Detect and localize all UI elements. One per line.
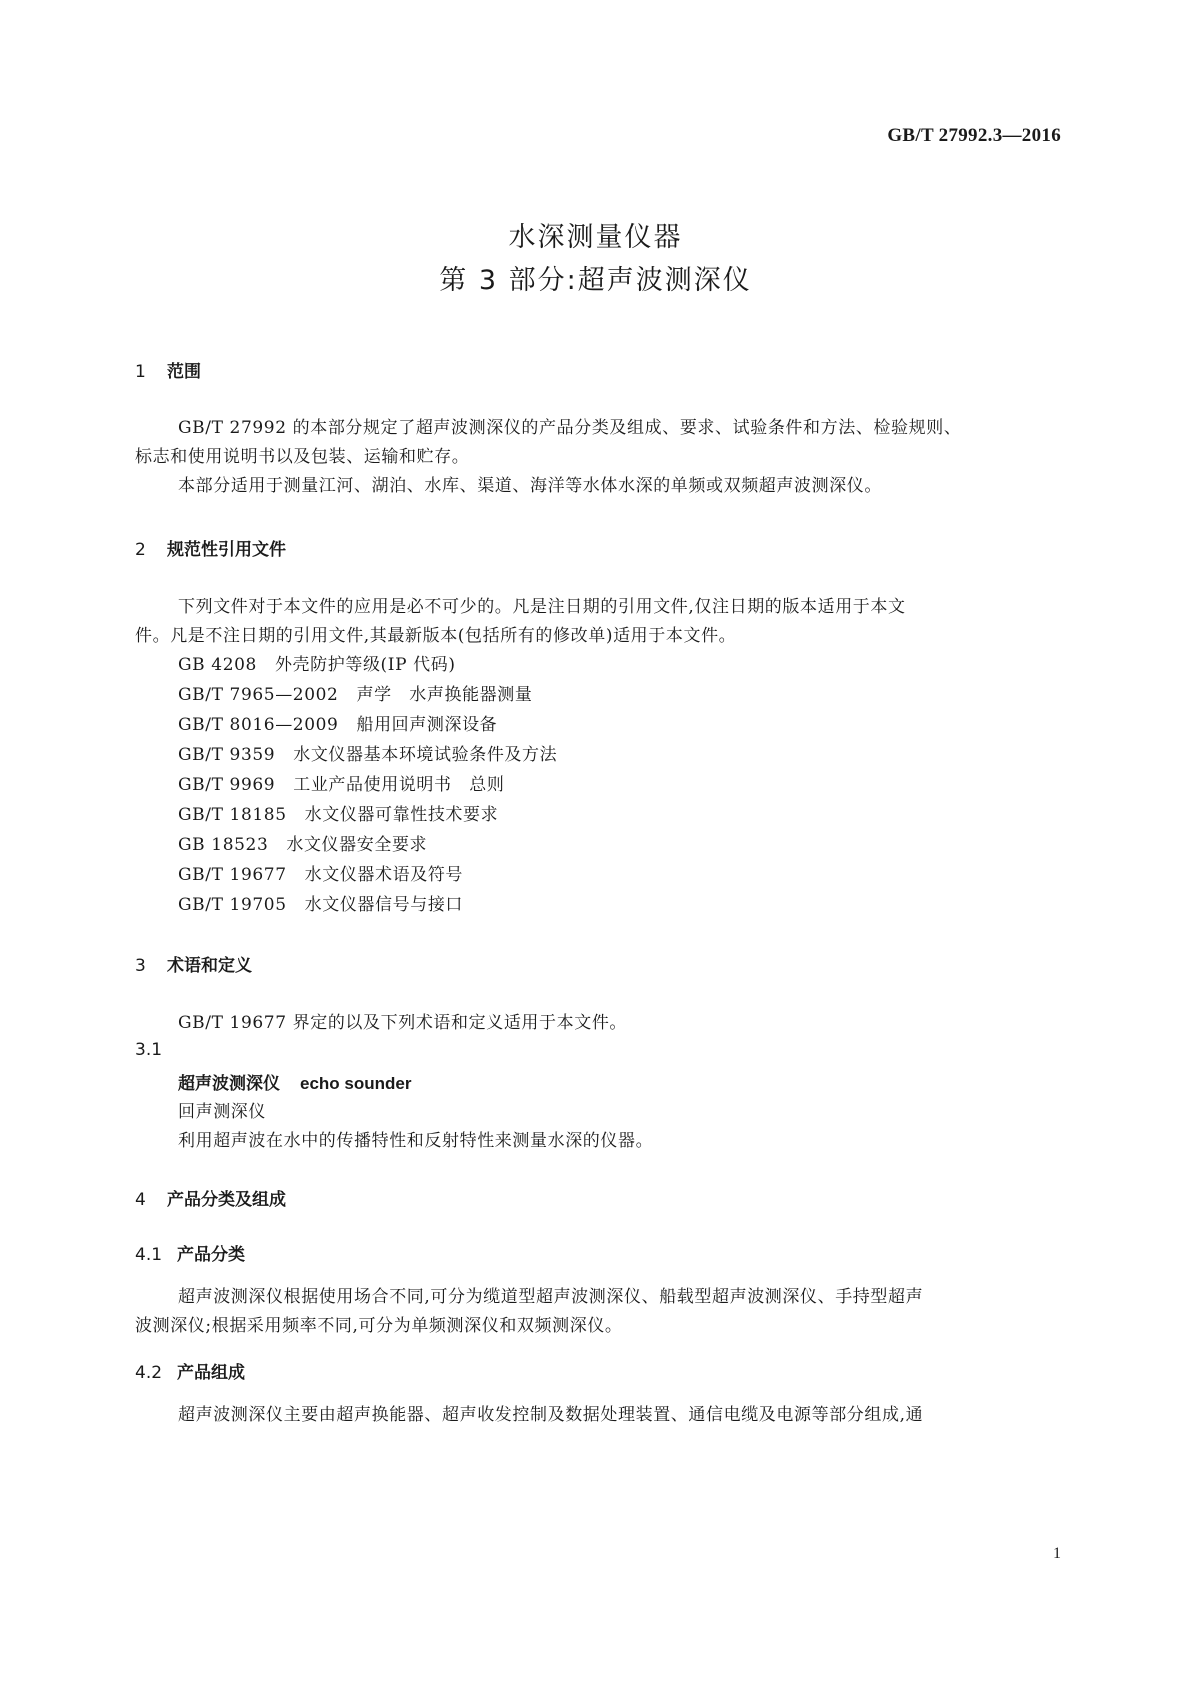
- ref-item: [178, 830, 427, 855]
- ref-title: 水文仪器术语及符号: [304, 865, 464, 885]
- ref-item: [178, 680, 532, 705]
- ref-code: GB/T 19705: [178, 895, 287, 915]
- section-3-para-1: GB/T 19677 界定的以及下列术语和定义适用于本文件。: [178, 1013, 628, 1033]
- ref-code: GB 18523: [178, 835, 269, 855]
- document-title-line2: 第 3 部分:超声波测深仪: [439, 265, 752, 296]
- section-4-heading: [135, 1185, 286, 1210]
- ref-code: GB/T 18185: [178, 805, 287, 825]
- section-number: 4.1: [135, 1245, 163, 1265]
- ref-code: GB/T 9359: [178, 745, 276, 765]
- ref-item: [178, 650, 456, 675]
- section-title: 术语和定义: [167, 956, 252, 976]
- section-1-para-2: 本部分适用于测量江河、湖泊、水库、渠道、海洋等水体水深的单频或双频超声波测深仪。: [178, 476, 882, 496]
- ref-item: [178, 860, 463, 885]
- ref-title: 外壳防护等级(IP 代码): [274, 655, 456, 675]
- ref-title: 工业产品使用说明书 总则: [293, 775, 505, 795]
- section-number: 4: [135, 1190, 146, 1210]
- ref-item: [178, 800, 498, 825]
- section-number: 1: [135, 362, 146, 382]
- term-definition: 利用超声波在水中的传播特性和反射特性来测量水深的仪器。: [178, 1131, 654, 1151]
- term-synonym: 回声测深仪: [178, 1102, 266, 1122]
- section-2-para-1-line-2: 件。凡是不注日期的引用文件,其最新版本(包括所有的修改单)适用于本文件。: [135, 626, 737, 646]
- section-4-2-para-line-1: 超声波测深仪主要由超声换能器、超声收发控制及数据处理装置、通信电缆及电源等部分组成,通: [178, 1405, 924, 1425]
- section-1-para-1-line-2: 标志和使用说明书以及包装、运输和贮存。: [135, 447, 470, 467]
- ref-code: GB/T 19677: [178, 865, 287, 885]
- section-4-1-para-line-2: 波测深仪;根据采用频率不同,可分为单频测深仪和双频测深仪。: [135, 1316, 623, 1336]
- ref-item: [178, 770, 504, 795]
- section-title: 产品分类及组成: [167, 1190, 286, 1210]
- document-title-line1: 水深测量仪器: [508, 222, 683, 253]
- section-title: 范围: [167, 362, 201, 382]
- section-1-para-1-line-1: GB/T 27992 的本部分规定了超声波测深仪的产品分类及组成、要求、试验条件和方法、检验规则、: [178, 418, 962, 438]
- standard-code: GB/T 27992.3—2016: [887, 125, 1061, 146]
- ref-code: GB/T 7965—2002: [178, 685, 339, 705]
- ref-item: [178, 710, 497, 735]
- term-en: echo sounder: [300, 1074, 412, 1093]
- section-4-1-para-line-1: 超声波测深仪根据使用场合不同,可分为缆道型超声波测深仪、船载型超声波测深仪、手持型超声: [178, 1287, 924, 1307]
- ref-title: 水文仪器基本环境试验条件及方法: [293, 745, 558, 765]
- term-cn: 超声波测深仪: [178, 1074, 280, 1094]
- ref-title: 水文仪器安全要求: [286, 835, 428, 855]
- section-2-heading: [135, 535, 286, 560]
- section-number: 3: [135, 956, 146, 976]
- ref-code: GB 4208: [178, 655, 257, 675]
- section-number: 2: [135, 540, 146, 560]
- section-4-2-heading: [135, 1358, 245, 1383]
- ref-item: [178, 740, 557, 765]
- section-number: 4.2: [135, 1363, 163, 1383]
- section-2-para-1-line-1: 下列文件对于本文件的应用是必不可少的。凡是注日期的引用文件,仅注日期的版本适用于本文: [178, 597, 906, 617]
- ref-item: [178, 890, 463, 915]
- section-title: 产品分类: [177, 1245, 245, 1265]
- term-title: [178, 1069, 411, 1094]
- section-4-1-heading: [135, 1240, 245, 1265]
- section-title: 规范性引用文件: [167, 540, 286, 560]
- ref-title: 船用回声测深设备: [356, 715, 498, 735]
- ref-title: 水文仪器可靠性技术要求: [304, 805, 499, 825]
- term-number: 3.1: [135, 1040, 163, 1060]
- section-3-heading: [135, 951, 252, 976]
- section-title: 产品组成: [177, 1363, 245, 1383]
- ref-code: GB/T 9969: [178, 775, 276, 795]
- ref-title: 声学 水声换能器测量: [356, 685, 533, 705]
- page-number: 1: [1053, 1545, 1061, 1562]
- section-1-heading: [135, 357, 201, 382]
- ref-code: GB/T 8016—2009: [178, 715, 339, 735]
- ref-title: 水文仪器信号与接口: [304, 895, 464, 915]
